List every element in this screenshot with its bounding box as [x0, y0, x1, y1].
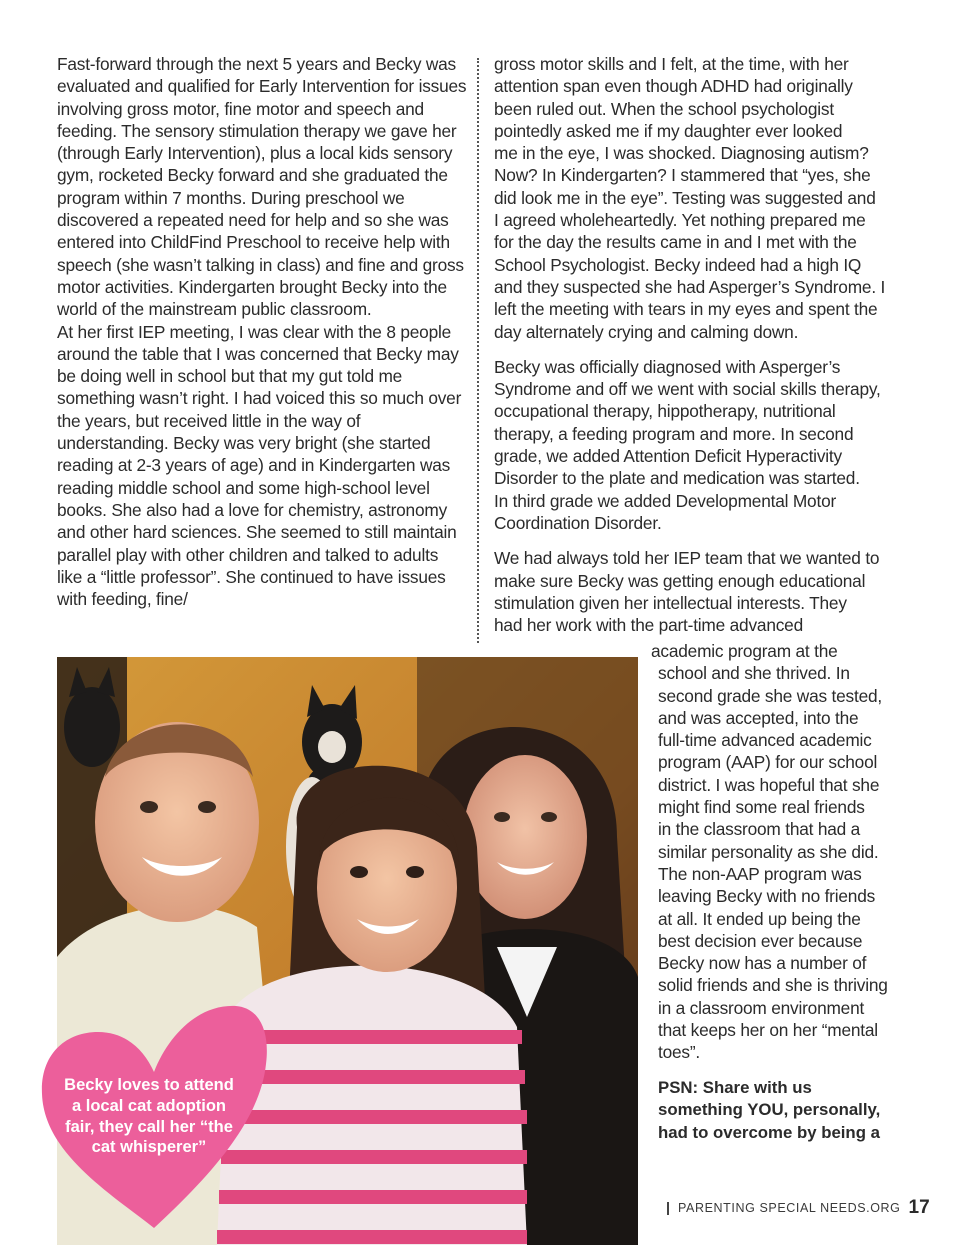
text-line: solid friends and she is thriving [658, 975, 888, 996]
text-line: at all. It ended up being the [658, 908, 861, 929]
text-line: district. I was hopeful that she [658, 774, 880, 795]
text-line: Becky now has a number of [658, 953, 867, 974]
column-divider [477, 58, 479, 643]
text-line: full-time advanced academic [658, 730, 872, 751]
left-paragraph-2: At her first IEP meeting, I was clear with the 8 people around the table that I was concerned that Becky may be doing well in school but that my gut told me something wasn’t right. I had voiced this so much over the years, but received little in the way of understanding. Becky was very bright (she started reading at 2-3 years of age) and in Kindergarten was reading middle school and some high-school level books. She also had a love for chemistry, astronomy and other hard sciences. She seemed to still maintain parallel play with other children and talked to adults like a “little professor”. She continued to have issues with feeding, fine/ [57, 321, 462, 610]
text-line: had her work with the part-time advanced [494, 615, 803, 636]
text-line: Coordination Disorder. [494, 512, 662, 533]
text-line: Disorder to the plate and medication was started. [494, 468, 860, 489]
text-line: Syndrome and off we went with social skills therapy, [494, 379, 881, 400]
text-line: day alternately crying and calming down. [494, 321, 799, 342]
page-number: 17 [908, 1197, 930, 1218]
text-line: and they suspected she had Asperger’s Syndrome. I [494, 276, 886, 297]
text-line: academic program at the [651, 641, 838, 661]
text-line: stimulation given her intellectual interests. They [494, 592, 847, 613]
text-line: therapy, a feeding program and more. In second [494, 423, 854, 444]
left-paragraph-1: Fast-forward through the next 5 years and Becky was evaluated and qualified for Early Intervention for issues involving gross motor, fine motor and speech and feeding. The sensory stimulation therapy we gave her (through Early Intervention), plus a local kids sensory gym, rocketed Becky forward and she graduated the program within 7 months. During preschool we discovered a repeated need for help and so she was entered into ChildFind Preschool to receive help with speech (she wasn’t talking in class) and fine and gross motor activities. Kindergarten brought Becky into the world of the mainstream public classroom. [57, 54, 467, 320]
text-line: second grade she was tested, [658, 685, 883, 706]
text-line: occupational therapy, hippotherapy, nutritional [494, 401, 836, 422]
text-line: and was accepted, into the [658, 707, 859, 728]
photo-caption: Becky loves to attend a local cat adoption fair, they call her “the cat whisperer” [64, 1076, 234, 1157]
text-line: Becky was officially diagnosed with Asperger’s [494, 356, 841, 377]
footer-divider [667, 1202, 669, 1215]
text-line: program (AAP) for our school [658, 752, 878, 773]
text-line: pointedly asked me if my daughter ever looked [494, 120, 843, 141]
wrap-column [651, 641, 918, 1064]
text-line: for the day the results came in and I met with the [494, 232, 857, 253]
text-line: in a classroom environment [658, 997, 865, 1018]
text-line: The non-AAP program was [658, 863, 862, 884]
text-line: school and she thrived. In [658, 663, 850, 684]
text-line: School Psychologist. Becky indeed had a high IQ [494, 254, 862, 275]
page-footer [667, 1195, 930, 1221]
right-column [494, 53, 914, 636]
text-line: grade, we added Attention Deficit Hyperactivity [494, 446, 842, 467]
text-line: make sure Becky was getting enough educational [494, 570, 866, 591]
text-line: In third grade we added Developmental Motor [494, 490, 837, 511]
right-paragraph-3 [494, 547, 914, 636]
text-line: gross motor skills and I felt, at the time, with her [494, 54, 849, 74]
text-line: something YOU, personally, [658, 1100, 881, 1120]
psn-prompt [658, 1077, 918, 1144]
publication-name: PARENTING SPECIAL NEEDS.ORG [678, 1201, 901, 1215]
text-line: toes”. [658, 1042, 701, 1063]
right-paragraph-2 [494, 356, 914, 534]
text-line: We had always told her IEP team that we wanted to [494, 548, 880, 569]
text-line: in the classroom that had a [658, 819, 861, 840]
text-line: had to overcome by being a [658, 1122, 880, 1142]
right-paragraph-1 [494, 53, 914, 343]
text-line: similar personality as she did. [658, 841, 879, 862]
text-line: been ruled out. When the school psychologist [494, 98, 834, 119]
text-line: best decision ever because [658, 930, 863, 951]
text-line: PSN: Share with us [658, 1078, 812, 1097]
text-line: leaving Becky with no friends [658, 886, 876, 907]
text-line: did look me in the eye”. Testing was suggested and [494, 187, 876, 208]
text-line: me in the eye, I was shocked. Diagnosing autism? [494, 143, 869, 164]
text-line: I agreed wholeheartedly. Yet nothing prepared me [494, 210, 866, 231]
text-line: left the meeting with tears in my eyes and spent the [494, 299, 878, 320]
text-line: Now? In Kindergarten? I stammered that “yes, she [494, 165, 871, 186]
left-column [57, 53, 467, 610]
text-line: might find some real friends [658, 797, 865, 818]
text-line: attention span even though ADHD had originally [494, 76, 853, 97]
text-line: that keeps her on her “mental [658, 1020, 878, 1041]
